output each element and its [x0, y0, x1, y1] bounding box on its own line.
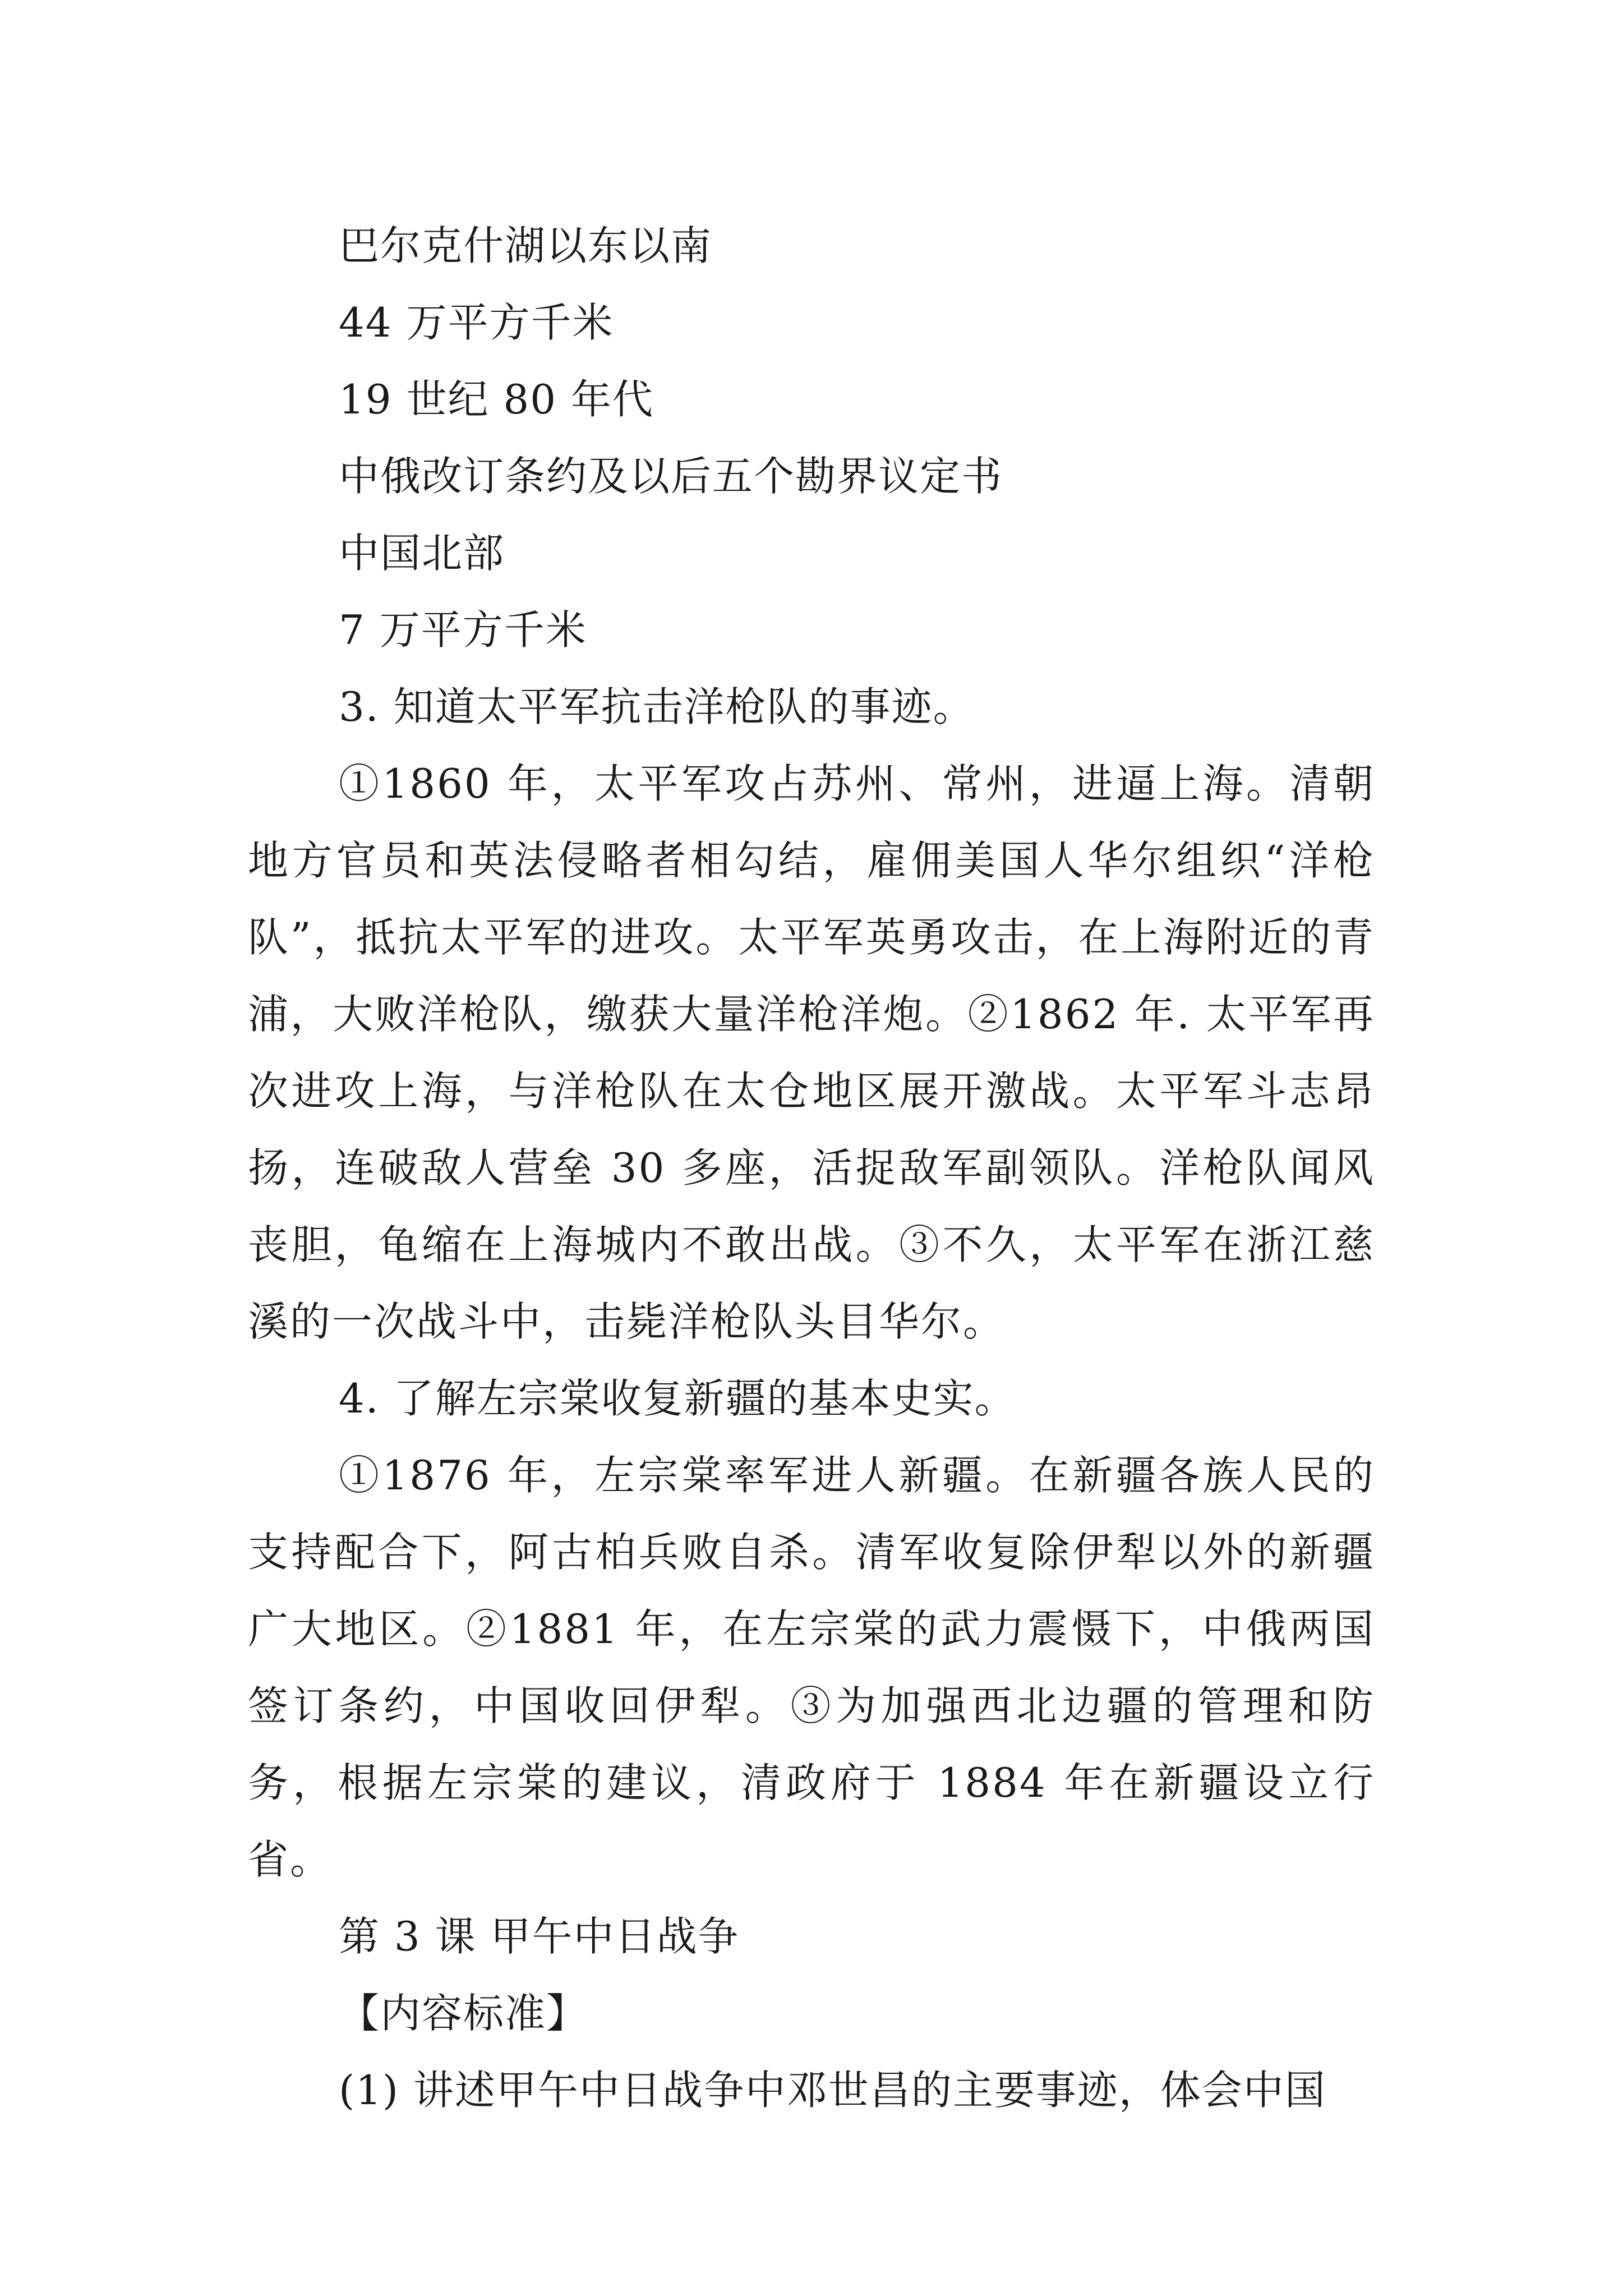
text-line: 7 万平方千米: [339, 606, 587, 654]
text-line: (1) 讲述甲午中日战争中邓世昌的主要事迹，体会中国: [339, 2067, 1326, 2114]
text-line: 19 世纪 80 年代: [339, 376, 654, 423]
text-line: 巴尔克什湖以东以南: [339, 222, 713, 269]
paragraph-zuo-zongtang: ①1876 年，左宗棠率军进人新疆。在新疆各族人民的支持配合下，阿古柏兵败自杀。清军收复除伊犁以外的新疆广大地区。②1881 年，在左宗棠的武力震慑下，中俄两国签订条约，中国收回伊犁。③为加强西北边疆的管理和防务，根据左宗棠的建议，清政府于 1884 年在新疆设立行省。: [248, 1452, 1375, 1883]
section-heading-4: 4. 了解左宗棠收复新疆的基本史实。: [339, 1375, 1016, 1422]
text-line: 中国北部: [339, 530, 505, 577]
section-heading-3: 3. 知道太平军抗击洋枪队的事迹。: [339, 683, 975, 730]
text-body: [248, 208, 1375, 2129]
paragraph-taiping: ①1860 年，太平军攻占苏州、常州，进逼上海。清朝地方官员和英法侵略者相勾结，雇佣美国人华尔组织“洋枪队”，抵抗太平军的进攻。太平军英勇攻击，在上海附近的青浦，大败洋枪队，缴获大量洋枪洋炮。②1862 年. 太平军再次进攻上海，与洋枪队在太仓地区展开激战。太平军斗志昂扬，连破敌人营垒 30 多座，活捉敌军副领队。洋枪队闻风丧胆，龟缩在上海城内不敢出战。③不久，太平军在浙江慈溪的一次战斗中，击毙洋枪队头目华尔。: [248, 760, 1375, 1345]
lesson-title: 第 3 课 甲午中日战争: [339, 1913, 740, 1960]
text-line: 中俄改订条约及以后五个勘界议定书: [339, 453, 1003, 500]
text-line: 44 万平方千米: [339, 299, 614, 346]
content-standard-label: 【内容标准】: [339, 1990, 588, 2037]
